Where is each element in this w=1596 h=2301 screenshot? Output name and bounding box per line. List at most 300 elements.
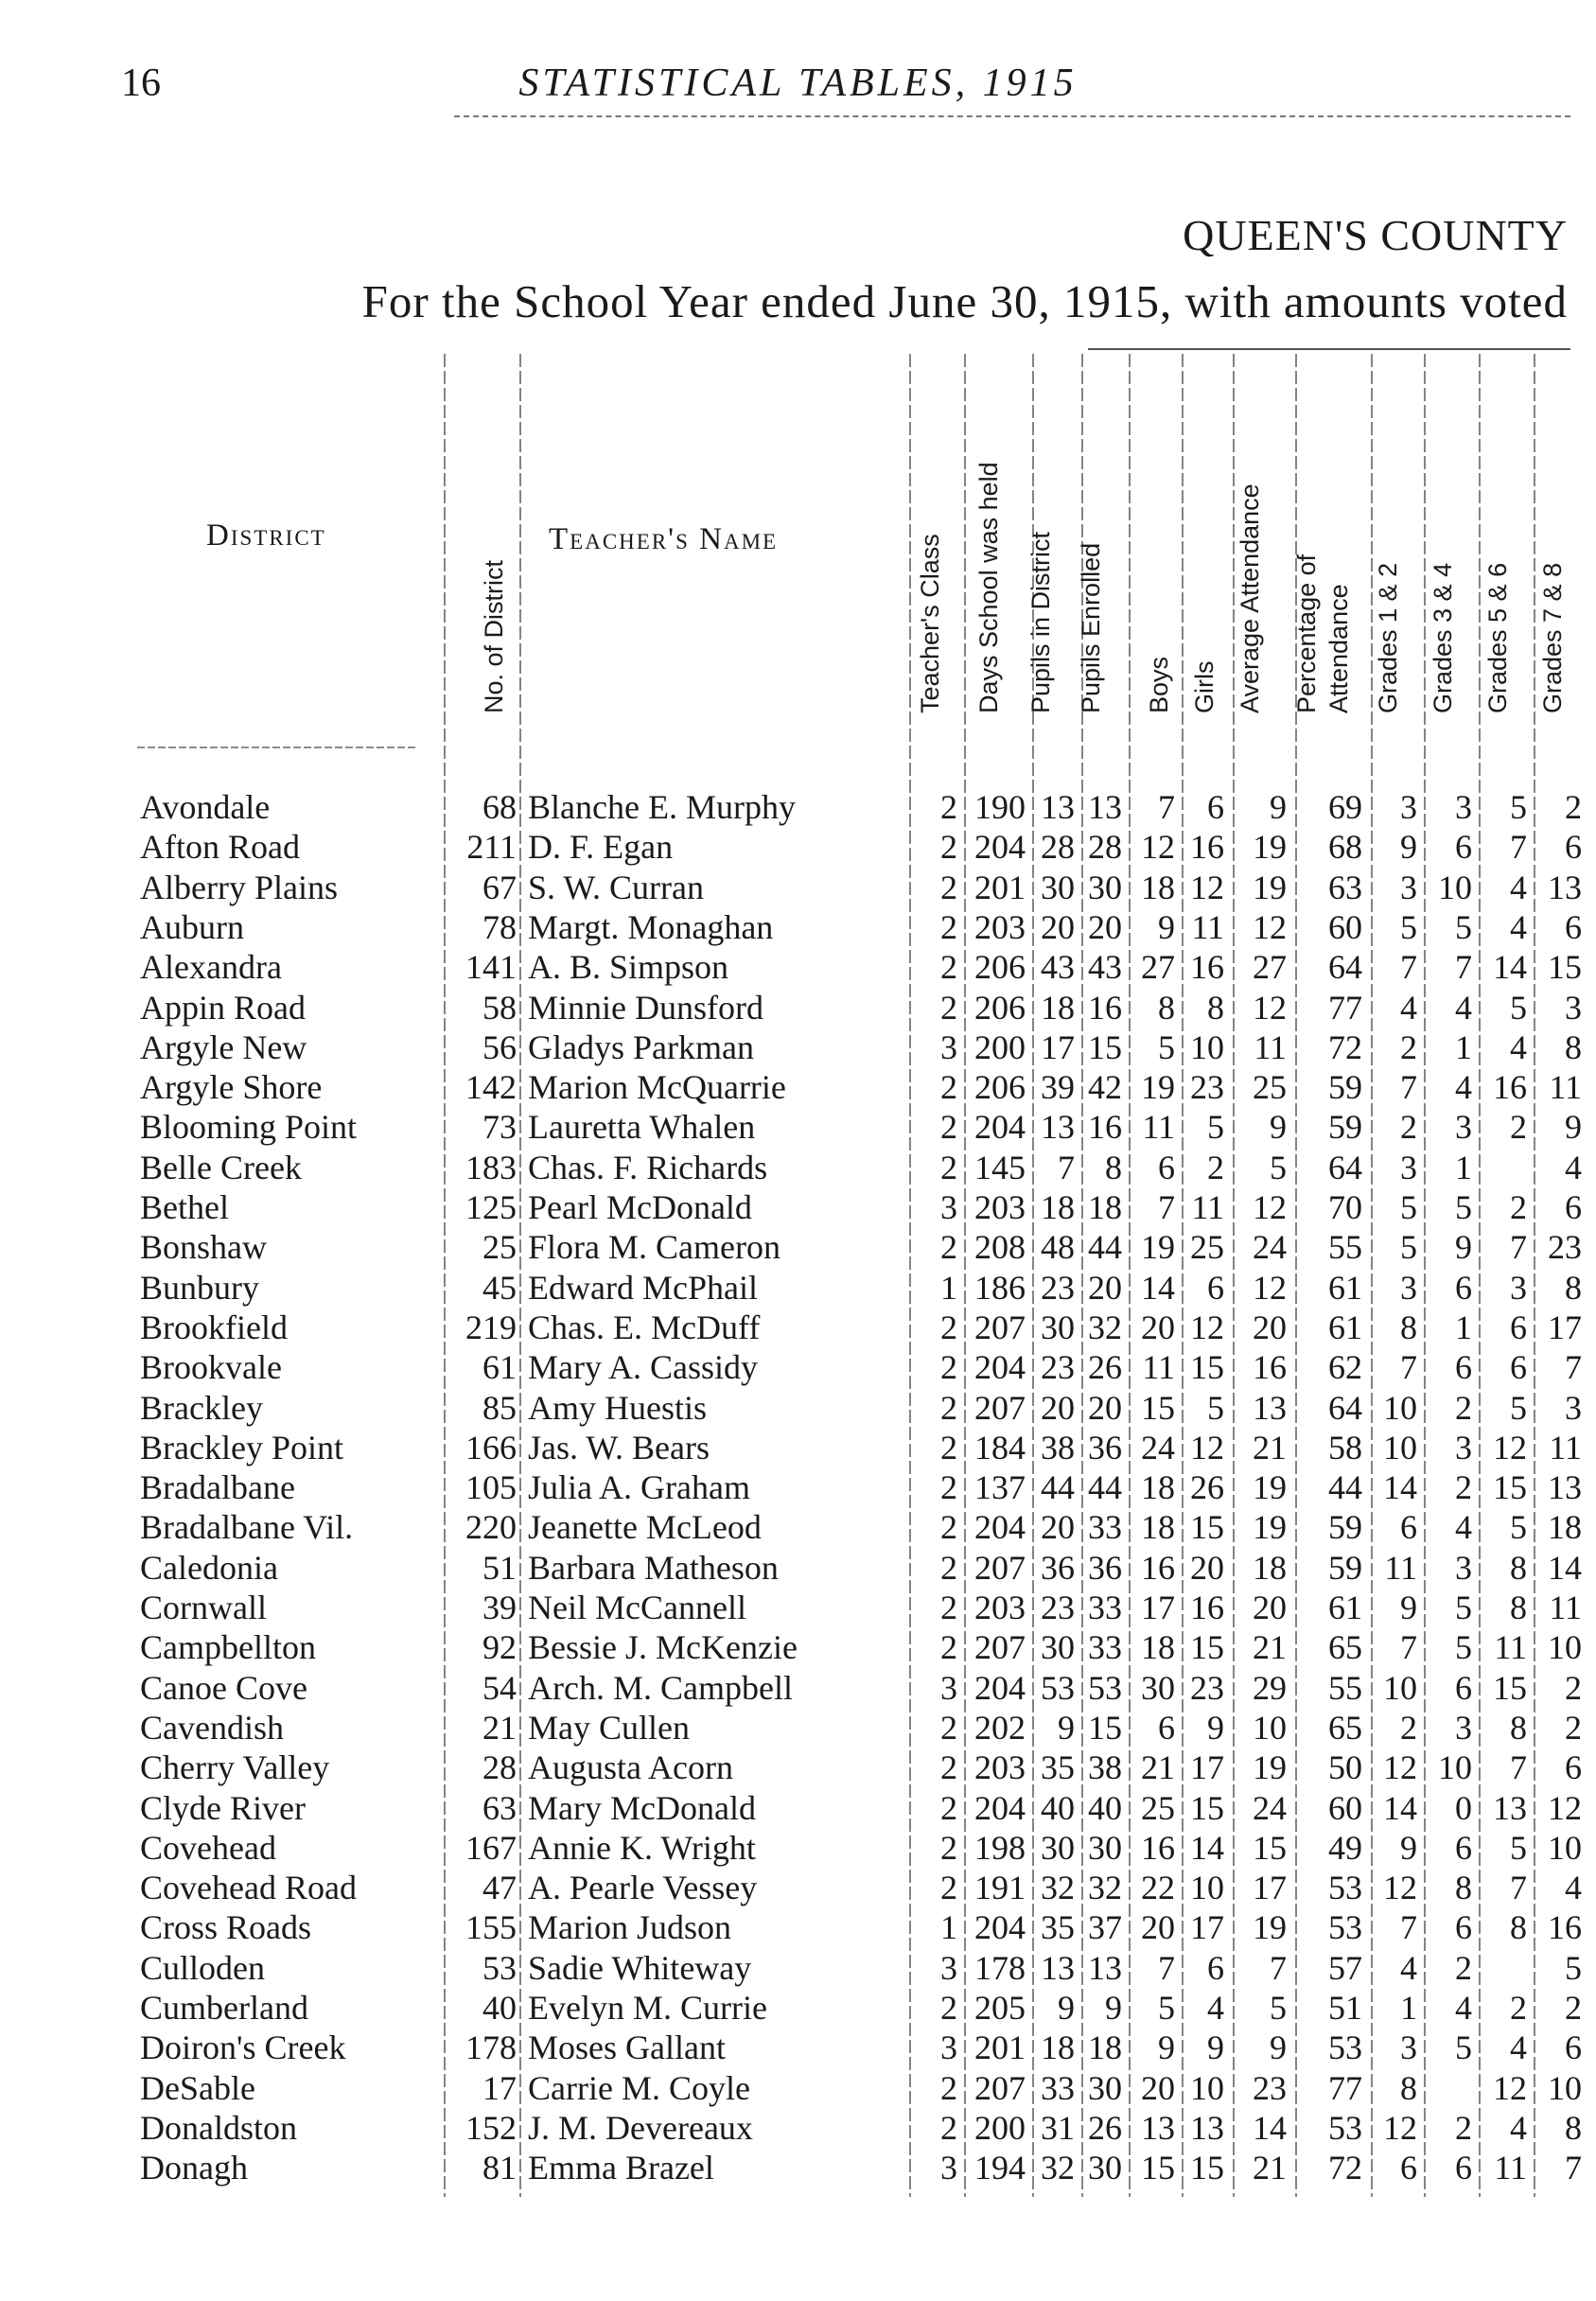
pupils-in-district: 17: [1041, 1028, 1075, 1066]
percentage-attendance: 60: [1328, 907, 1362, 946]
grades-7-8: 13: [1548, 1468, 1582, 1507]
district-number: 61: [482, 1348, 517, 1387]
header-average-attendance: Average Attendance: [1236, 483, 1264, 713]
days-held: 204: [974, 1508, 1026, 1547]
grades-3-4: 3: [1455, 1548, 1472, 1587]
table-row: [0, 1028, 1596, 1067]
grades-5-6: 2: [1510, 1989, 1527, 2027]
teacher-name: Chas. F. Richards: [528, 1148, 768, 1186]
boys-count: 18: [1141, 868, 1175, 906]
grades-1-2: 9: [1400, 1589, 1417, 1626]
boys-count: 12: [1141, 828, 1175, 867]
teacher-name: S. W. Curran: [528, 868, 705, 906]
grades-3-4: 4: [1455, 1508, 1472, 1547]
district-number: 68: [482, 788, 517, 826]
boys-count: 11: [1142, 1108, 1175, 1147]
boys-count: 7: [1158, 1948, 1175, 1987]
girls-count: 15: [1190, 2149, 1224, 2187]
grades-3-4: 6: [1455, 1908, 1472, 1947]
grades-7-8: 23: [1548, 1228, 1582, 1267]
table-row: [0, 1467, 1596, 1507]
grades-7-8: 3: [1565, 988, 1582, 1027]
grades-5-6: 11: [1494, 1628, 1527, 1667]
district-name: Covehead Road: [140, 1869, 357, 1907]
district-number: 17: [482, 2068, 517, 2107]
girls-count: 11: [1191, 1188, 1224, 1226]
grades-7-8: 2: [1565, 1989, 1582, 2027]
teacher-name: Margt. Monaghan: [528, 907, 774, 946]
boys-count: 16: [1141, 1548, 1175, 1587]
girls-count: 15: [1190, 1788, 1224, 1827]
grades-1-2: 5: [1400, 907, 1417, 946]
boys-count: 5: [1158, 1989, 1175, 2027]
percentage-attendance: 64: [1328, 1388, 1362, 1427]
teacher-name: Edward McPhail: [528, 1268, 758, 1307]
grades-5-6: 16: [1493, 1068, 1527, 1107]
header-days-held: Days School was held: [974, 462, 1003, 713]
pupils-enrolled: 43: [1088, 948, 1122, 987]
district-number: 125: [465, 1188, 517, 1226]
pupils-in-district: 43: [1041, 948, 1075, 987]
girls-count: 23: [1190, 1668, 1224, 1707]
header-percentage-line2: Attendance: [1324, 584, 1353, 713]
pupils-enrolled: 26: [1088, 2108, 1122, 2147]
grades-3-4: 5: [1455, 1628, 1472, 1667]
grades-5-6: 6: [1510, 1308, 1527, 1346]
teacher-name: Julia A. Graham: [528, 1468, 750, 1507]
girls-count: 12: [1190, 868, 1224, 906]
grades-5-6: 5: [1510, 1388, 1527, 1427]
boys-count: 14: [1141, 1268, 1175, 1307]
teacher-class: 2: [940, 988, 957, 1027]
district-name: Bonshaw: [140, 1228, 267, 1267]
district-name: Bradalbane: [140, 1468, 295, 1507]
days-held: 200: [974, 1028, 1026, 1066]
table-row: [0, 1148, 1596, 1187]
district-number: 219: [465, 1308, 517, 1346]
boys-count: 9: [1158, 907, 1175, 946]
district-number: 56: [482, 1028, 517, 1066]
pupils-enrolled: 33: [1088, 1508, 1122, 1547]
table-row: [0, 1988, 1596, 2028]
girls-count: 16: [1190, 1589, 1224, 1626]
boys-count: 13: [1141, 2108, 1175, 2147]
district-name: Campbellton: [140, 1628, 316, 1667]
average-attendance: 20: [1253, 1589, 1287, 1626]
pupils-in-district: 38: [1041, 1428, 1075, 1467]
grades-7-8: 12: [1548, 1788, 1582, 1827]
grades-3-4: 4: [1455, 1068, 1472, 1107]
grades-3-4: 5: [1455, 1188, 1472, 1226]
boys-count: 17: [1141, 1589, 1175, 1626]
grades-1-2: 10: [1383, 1388, 1417, 1427]
teacher-class: 3: [940, 2029, 957, 2067]
teacher-class: 3: [940, 1948, 957, 1987]
district-name: Argyle Shore: [140, 1068, 323, 1107]
pupils-in-district: 13: [1041, 1108, 1075, 1147]
grades-3-4: 1: [1455, 1308, 1472, 1346]
girls-count: 9: [1207, 2029, 1224, 2067]
girls-count: 15: [1190, 1508, 1224, 1547]
district-number: 28: [482, 1748, 517, 1787]
average-attendance: 7: [1270, 1948, 1287, 1987]
pupils-enrolled: 44: [1088, 1228, 1122, 1267]
table-row: [0, 947, 1596, 987]
grades-7-8: 2: [1565, 1668, 1582, 1707]
grades-3-4: 4: [1455, 988, 1472, 1027]
grades-5-6: 7: [1510, 1869, 1527, 1907]
table-row: [0, 2028, 1596, 2067]
pupils-in-district: 7: [1058, 1148, 1075, 1186]
boys-count: 6: [1158, 1148, 1175, 1186]
grades-5-6: 7: [1510, 1748, 1527, 1787]
district-number: 155: [465, 1908, 517, 1947]
percentage-attendance: 64: [1328, 1148, 1362, 1186]
table-row: [0, 1948, 1596, 1988]
teacher-name: Jas. W. Bears: [528, 1428, 710, 1467]
grades-1-2: 2: [1400, 1028, 1417, 1066]
percentage-attendance: 77: [1328, 988, 1362, 1027]
grades-5-6: 4: [1510, 2108, 1527, 2147]
teacher-class: 2: [940, 1869, 957, 1907]
average-attendance: 29: [1253, 1668, 1287, 1707]
table-row: [0, 907, 1596, 947]
teacher-class: 3: [940, 1028, 957, 1066]
grades-7-8: 16: [1548, 1908, 1582, 1947]
grades-7-8: 6: [1565, 1748, 1582, 1787]
teacher-name: Mary McDonald: [528, 1788, 756, 1827]
boys-count: 15: [1141, 2149, 1175, 2187]
days-held: 204: [974, 1348, 1026, 1387]
table-row: [0, 1868, 1596, 1907]
grades-7-8: 3: [1565, 1388, 1582, 1427]
grades-7-8: 8: [1565, 1268, 1582, 1307]
pupils-enrolled: 33: [1088, 1628, 1122, 1667]
grades-1-2: 4: [1400, 988, 1417, 1027]
grades-5-6: 6: [1510, 1348, 1527, 1387]
pupils-enrolled: 20: [1088, 1268, 1122, 1307]
girls-count: 15: [1190, 1628, 1224, 1667]
grades-5-6: 12: [1493, 1428, 1527, 1467]
district-number: 67: [482, 868, 517, 906]
teacher-class: 2: [940, 1548, 957, 1587]
pupils-in-district: 20: [1041, 907, 1075, 946]
percentage-attendance: 53: [1328, 2108, 1362, 2147]
grades-3-4: 5: [1455, 1589, 1472, 1626]
district-number: 142: [465, 1068, 517, 1107]
table-row: [0, 1268, 1596, 1308]
percentage-attendance: 44: [1328, 1468, 1362, 1507]
header-rule: [454, 115, 1570, 117]
grades-3-4: 6: [1455, 828, 1472, 867]
boys-count: 11: [1142, 1348, 1175, 1387]
teacher-name: Barbara Matheson: [528, 1548, 779, 1587]
district-name: Alberry Plains: [140, 868, 338, 906]
percentage-attendance: 69: [1328, 788, 1362, 826]
grades-5-6: 2: [1510, 1108, 1527, 1147]
boys-count: 7: [1158, 788, 1175, 826]
table-row: [0, 1347, 1596, 1387]
days-held: 207: [974, 1388, 1026, 1427]
teacher-name: Arch. M. Campbell: [528, 1668, 793, 1707]
percentage-attendance: 55: [1328, 1668, 1362, 1707]
table-row: [0, 2068, 1596, 2108]
pupils-enrolled: 9: [1105, 1989, 1122, 2027]
grades-5-6: 5: [1510, 788, 1527, 826]
grades-3-4: 10: [1438, 868, 1472, 906]
pupils-in-district: 18: [1041, 1188, 1075, 1226]
pupils-enrolled: 32: [1088, 1869, 1122, 1907]
grades-1-2: 12: [1383, 2108, 1417, 2147]
pupils-in-district: 31: [1041, 2108, 1075, 2147]
average-attendance: 23: [1253, 2068, 1287, 2107]
grades-1-2: 6: [1400, 2149, 1417, 2187]
pupils-enrolled: 53: [1088, 1668, 1122, 1707]
days-held: 145: [974, 1148, 1026, 1186]
pupils-enrolled: 36: [1088, 1548, 1122, 1587]
teacher-class: 2: [940, 788, 957, 826]
header-pupils-enrolled: Pupils Enrolled: [1077, 542, 1105, 713]
grades-7-8: 2: [1565, 1708, 1582, 1747]
pupils-enrolled: 16: [1088, 1108, 1122, 1147]
grades-7-8: 13: [1548, 868, 1582, 906]
days-held: 204: [974, 1668, 1026, 1707]
district-number: 220: [465, 1508, 517, 1547]
girls-count: 12: [1190, 1308, 1224, 1346]
district-name: Appin Road: [140, 988, 306, 1027]
table-row: [0, 1668, 1596, 1708]
grades-7-8: 6: [1565, 907, 1582, 946]
teacher-name: Gladys Parkman: [528, 1028, 754, 1066]
days-held: 201: [974, 868, 1026, 906]
district-name: Bethel: [140, 1188, 229, 1226]
table-top-rule: [1088, 348, 1570, 350]
header-percentage: [1290, 554, 1355, 713]
days-held: 190: [974, 788, 1026, 826]
grades-3-4: 2: [1455, 1468, 1472, 1507]
table-row: [0, 1748, 1596, 1787]
district-number: 40: [482, 1989, 517, 2027]
percentage-attendance: 72: [1328, 1028, 1362, 1066]
girls-count: 10: [1190, 2068, 1224, 2107]
average-attendance: 21: [1253, 1428, 1287, 1467]
girls-count: 12: [1190, 1428, 1224, 1467]
district-name: Donagh: [140, 2149, 248, 2187]
district-name: Bradalbane Vil.: [140, 1508, 354, 1547]
pupils-enrolled: 32: [1088, 1308, 1122, 1346]
grades-5-6: 11: [1494, 2149, 1527, 2187]
district-number: 85: [482, 1388, 517, 1427]
table-row: [0, 1788, 1596, 1828]
teacher-class: 2: [940, 1148, 957, 1186]
table-row: [0, 1588, 1596, 1627]
district-name: Bunbury: [140, 1268, 259, 1307]
grades-3-4: 3: [1455, 1708, 1472, 1747]
district-number: 63: [482, 1788, 517, 1827]
grades-1-2: 14: [1383, 1788, 1417, 1827]
days-held: 178: [974, 1948, 1026, 1987]
table-row: [0, 827, 1596, 867]
pupils-enrolled: 30: [1088, 2149, 1122, 2187]
days-held: 204: [974, 1108, 1026, 1147]
percentage-attendance: 64: [1328, 948, 1362, 987]
grades-5-6: 5: [1510, 1828, 1527, 1867]
district-name: Cherry Valley: [140, 1748, 330, 1787]
header-grades-3-4: Grades 3 & 4: [1429, 562, 1457, 713]
district-number: 183: [465, 1148, 517, 1186]
girls-count: 4: [1207, 1989, 1224, 2027]
grades-3-4: 9: [1455, 1228, 1472, 1267]
average-attendance: 24: [1253, 1228, 1287, 1267]
district-name: Culloden: [140, 1948, 265, 1987]
grades-1-2: 7: [1400, 1908, 1417, 1947]
teacher-class: 2: [940, 1348, 957, 1387]
grades-5-6: 5: [1510, 1508, 1527, 1547]
percentage-attendance: 49: [1328, 1828, 1362, 1867]
grades-5-6: 7: [1510, 1228, 1527, 1267]
grades-1-2: 5: [1400, 1188, 1417, 1226]
percentage-attendance: 59: [1328, 1108, 1362, 1147]
grades-1-2: 7: [1400, 1068, 1417, 1107]
grades-3-4: 2: [1455, 1948, 1472, 1987]
days-held: 191: [974, 1869, 1026, 1907]
grades-1-2: 2: [1400, 1708, 1417, 1747]
average-attendance: 20: [1253, 1308, 1287, 1346]
girls-count: 5: [1207, 1388, 1224, 1427]
teacher-class: 2: [940, 2108, 957, 2147]
grades-3-4: 6: [1455, 1668, 1472, 1707]
teacher-class: 2: [940, 1468, 957, 1507]
pupils-in-district: 33: [1041, 2068, 1075, 2107]
grades-3-4: 6: [1455, 1828, 1472, 1867]
teacher-name: Carrie M. Coyle: [528, 2068, 750, 2107]
teacher-name: Amy Huestis: [528, 1388, 707, 1427]
teacher-class: 2: [940, 1428, 957, 1467]
teacher-name: Marion Judson: [528, 1908, 731, 1947]
average-attendance: 10: [1253, 1708, 1287, 1747]
pupils-in-district: 44: [1041, 1468, 1075, 1507]
teacher-class: 2: [940, 907, 957, 946]
district-number: 81: [482, 2149, 517, 2187]
district-name: Cavendish: [140, 1708, 284, 1747]
grades-1-2: 3: [1400, 868, 1417, 906]
girls-count: 20: [1190, 1548, 1224, 1587]
grades-7-8: 4: [1565, 1869, 1582, 1907]
district-number: 78: [482, 907, 517, 946]
grades-5-6: 12: [1493, 2068, 1527, 2107]
district-name: DeSable: [140, 2068, 255, 2107]
grades-1-2: 3: [1400, 2029, 1417, 2067]
table-row: [0, 1388, 1596, 1428]
boys-count: 20: [1141, 2068, 1175, 2107]
district-number: 152: [465, 2108, 517, 2147]
grades-7-8: 6: [1565, 2029, 1582, 2067]
average-attendance: 13: [1253, 1388, 1287, 1427]
days-held: 207: [974, 1308, 1026, 1346]
grades-7-8: 4: [1565, 1148, 1582, 1186]
grades-7-8: 8: [1565, 2108, 1582, 2147]
percentage-attendance: 61: [1328, 1589, 1362, 1626]
percentage-attendance: 53: [1328, 2029, 1362, 2067]
girls-count: 14: [1190, 1828, 1224, 1867]
grades-7-8: 17: [1548, 1308, 1582, 1346]
header-grades-7-8: Grades 7 & 8: [1538, 562, 1567, 713]
grades-3-4: 4: [1455, 1989, 1472, 2027]
pupils-in-district: 30: [1041, 1308, 1075, 1346]
grades-7-8: 9: [1565, 1108, 1582, 1147]
percentage-attendance: 72: [1328, 2149, 1362, 2187]
teacher-name: A. B. Simpson: [528, 948, 729, 987]
grades-7-8: 2: [1565, 788, 1582, 826]
days-held: 200: [974, 2108, 1026, 2147]
boys-count: 9: [1158, 2029, 1175, 2067]
grades-7-8: 10: [1548, 2068, 1582, 2107]
pupils-enrolled: 36: [1088, 1428, 1122, 1467]
boys-count: 27: [1141, 948, 1175, 987]
boys-count: 25: [1141, 1788, 1175, 1827]
average-attendance: 15: [1253, 1828, 1287, 1867]
header-district: District: [206, 518, 326, 553]
teacher-class: 2: [940, 1589, 957, 1626]
days-held: 204: [974, 828, 1026, 867]
pupils-enrolled: 40: [1088, 1788, 1122, 1827]
pupils-in-district: 40: [1041, 1788, 1075, 1827]
percentage-attendance: 59: [1328, 1508, 1362, 1547]
boys-count: 6: [1158, 1708, 1175, 1747]
district-name: Afton Road: [140, 828, 300, 867]
teacher-class: 2: [940, 1388, 957, 1427]
header-grades-1-2: Grades 1 & 2: [1374, 562, 1402, 713]
grades-7-8: 14: [1548, 1548, 1582, 1587]
girls-count: 6: [1207, 1268, 1224, 1307]
grades-1-2: 11: [1384, 1548, 1417, 1587]
boys-count: 30: [1141, 1668, 1175, 1707]
district-name: Cross Roads: [140, 1908, 312, 1947]
pupils-enrolled: 13: [1088, 1948, 1122, 1987]
days-held: 198: [974, 1828, 1026, 1867]
pupils-in-district: 30: [1041, 1828, 1075, 1867]
average-attendance: 14: [1253, 2108, 1287, 2147]
pupils-in-district: 18: [1041, 2029, 1075, 2067]
header-no-of-district: No. of District: [480, 559, 508, 713]
days-held: 203: [974, 907, 1026, 946]
boys-count: 18: [1141, 1628, 1175, 1667]
teacher-class: 2: [940, 828, 957, 867]
girls-count: 17: [1190, 1908, 1224, 1947]
teacher-name: Neil McCannell: [528, 1589, 746, 1626]
grades-1-2: 9: [1400, 828, 1417, 867]
grades-1-2: 8: [1400, 1308, 1417, 1346]
average-attendance: 12: [1253, 1268, 1287, 1307]
pupils-enrolled: 13: [1088, 788, 1122, 826]
average-attendance: 21: [1253, 1628, 1287, 1667]
average-attendance: 24: [1253, 1788, 1287, 1827]
district-name: Brackley: [140, 1388, 263, 1427]
district-name: Alexandra: [140, 948, 282, 987]
district-number: 39: [482, 1589, 517, 1626]
header-percentage-line1: Percentage of: [1292, 553, 1321, 713]
grades-1-2: 5: [1400, 1228, 1417, 1267]
district-name: Cumberland: [140, 1989, 308, 2027]
pupils-enrolled: 33: [1088, 1589, 1122, 1626]
teacher-class: 2: [940, 1508, 957, 1547]
district-number: 54: [482, 1668, 517, 1707]
statistics-table: [0, 352, 1596, 2206]
average-attendance: 19: [1253, 828, 1287, 867]
teacher-name: Blanche E. Murphy: [528, 788, 796, 826]
percentage-attendance: 62: [1328, 1348, 1362, 1387]
district-name: Donaldston: [140, 2108, 297, 2147]
